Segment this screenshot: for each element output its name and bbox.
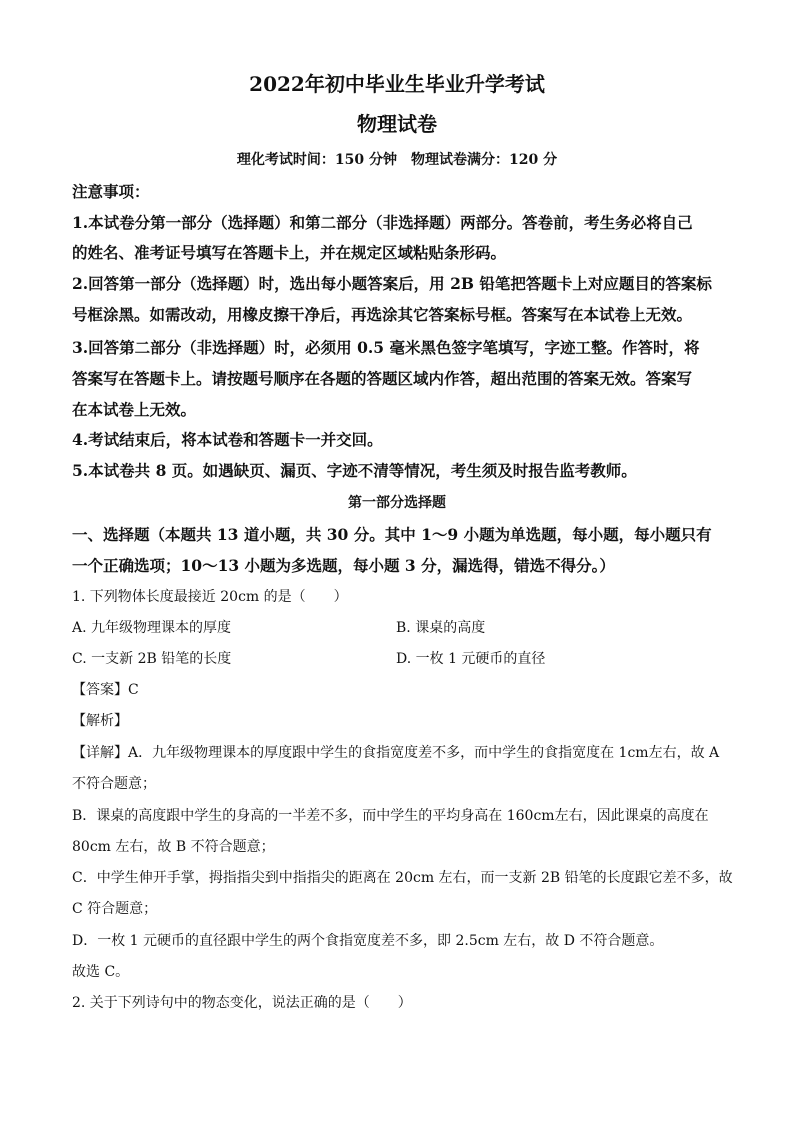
question-1-option-c: C. 一支新 2B 铅笔的长度 xyxy=(72,651,232,667)
notes-line: 4.考试结束后，将本试卷和答题卡一并交回。 xyxy=(72,430,383,449)
notes-line: 号框涂黑。如需改动，用橡皮擦干净后，再选涂其它答案标号框。答案写在本试卷上无效。 xyxy=(72,305,693,324)
notes-line: 答案写在答题卡上。请按题号顺序在各题的答题区域内作答，超出范围的答案无效。答案写 xyxy=(72,369,693,388)
question-1-answer: 【答案】C xyxy=(72,682,139,698)
question-1-detail-line: D．一枚 1 元硬币的直径跟中学生的两个食指宽度差不多，即 2.5cm 左右，故 D 不符合题意。 xyxy=(72,933,664,949)
exam-title: 2022年初中毕业生毕业升学考试 xyxy=(249,72,545,96)
notes-line: 1.本试卷分第一部分（选择题）和第二部分（非选择题）两部分。答卷前，考生务必将自己 xyxy=(72,213,693,232)
notes-line: 在本试卷上无效。 xyxy=(72,400,197,419)
question-1-detail-line: B．课桌的高度跟中学生的身高的一半差不多，而中学生的平均身高在 160cm左右，因此课桌的高度在 xyxy=(72,808,709,824)
question-2-stem: 2. 关于下列诗句中的物态变化，说法正确的是（ ） xyxy=(72,995,412,1011)
section-instruction: 一个正确选项；10～13 小题为多选题，每小题 3 分，漏选得，错选不得分。） xyxy=(72,556,615,575)
question-1-detail-line: 80cm 左右，故 B 不符合题意； xyxy=(72,839,275,855)
question-1-stem: 1. 下列物体长度最接近 20cm 的是（ ） xyxy=(72,589,348,605)
question-1-detail-line: 【详解】A．九年级物理课本的厚度跟中学生的食指宽度差不多，而中学生的食指宽度在 1cm左右，故 A xyxy=(72,745,720,761)
section-instruction: 一、选择题（本题共 13 道小题，共 30 分。其中 1～9 小题为单选题，每小题，每小题只有 xyxy=(72,525,712,544)
question-1-option-d: D. 一枚 1 元硬币的直径 xyxy=(396,651,546,667)
exam-info: 理化考试时间：150 分钟 物理试卷满分：120 分 xyxy=(236,152,558,168)
notes-line: 2.回答第一部分（选择题）时，选出每小题答案后，用 2B 铅笔把答题卡上对应题目的答案标 xyxy=(72,274,712,293)
question-1-option-b: B. 课桌的高度 xyxy=(396,620,486,636)
question-1-detail-line: 故选 C。 xyxy=(72,964,130,980)
question-1-detail-line: C．中学生伸开手掌，拇指指尖到中指指尖的距离在 20cm 左右，而一支新 2B 铅笔的长度跟它差不多，故 xyxy=(72,870,733,886)
question-1-option-a: A. 九年级物理课本的厚度 xyxy=(72,620,232,636)
question-1-detail-line: C 符合题意； xyxy=(72,901,158,917)
notes-line: 的姓名、准考证号填写在答题卡上，并在规定区域粘贴条形码。 xyxy=(72,243,507,262)
question-1-analysis-label: 【解析】 xyxy=(72,713,128,729)
notes-line: 3.回答第二部分（非选择题）时，必须用 0.5 毫米黑色签字笔填写，字迹工整。作答时，将 xyxy=(72,338,700,357)
subject-title: 物理试卷 xyxy=(357,112,437,136)
notes-line: 5.本试卷共 8 页。如遇缺页、漏页、字迹不清等情况，考生须及时报告监考教师。 xyxy=(72,461,637,480)
part1-heading: 第一部分选择题 xyxy=(348,495,446,511)
notes-heading: 注意事项： xyxy=(72,182,150,201)
question-1-detail-line: 不符合题意； xyxy=(72,776,156,792)
